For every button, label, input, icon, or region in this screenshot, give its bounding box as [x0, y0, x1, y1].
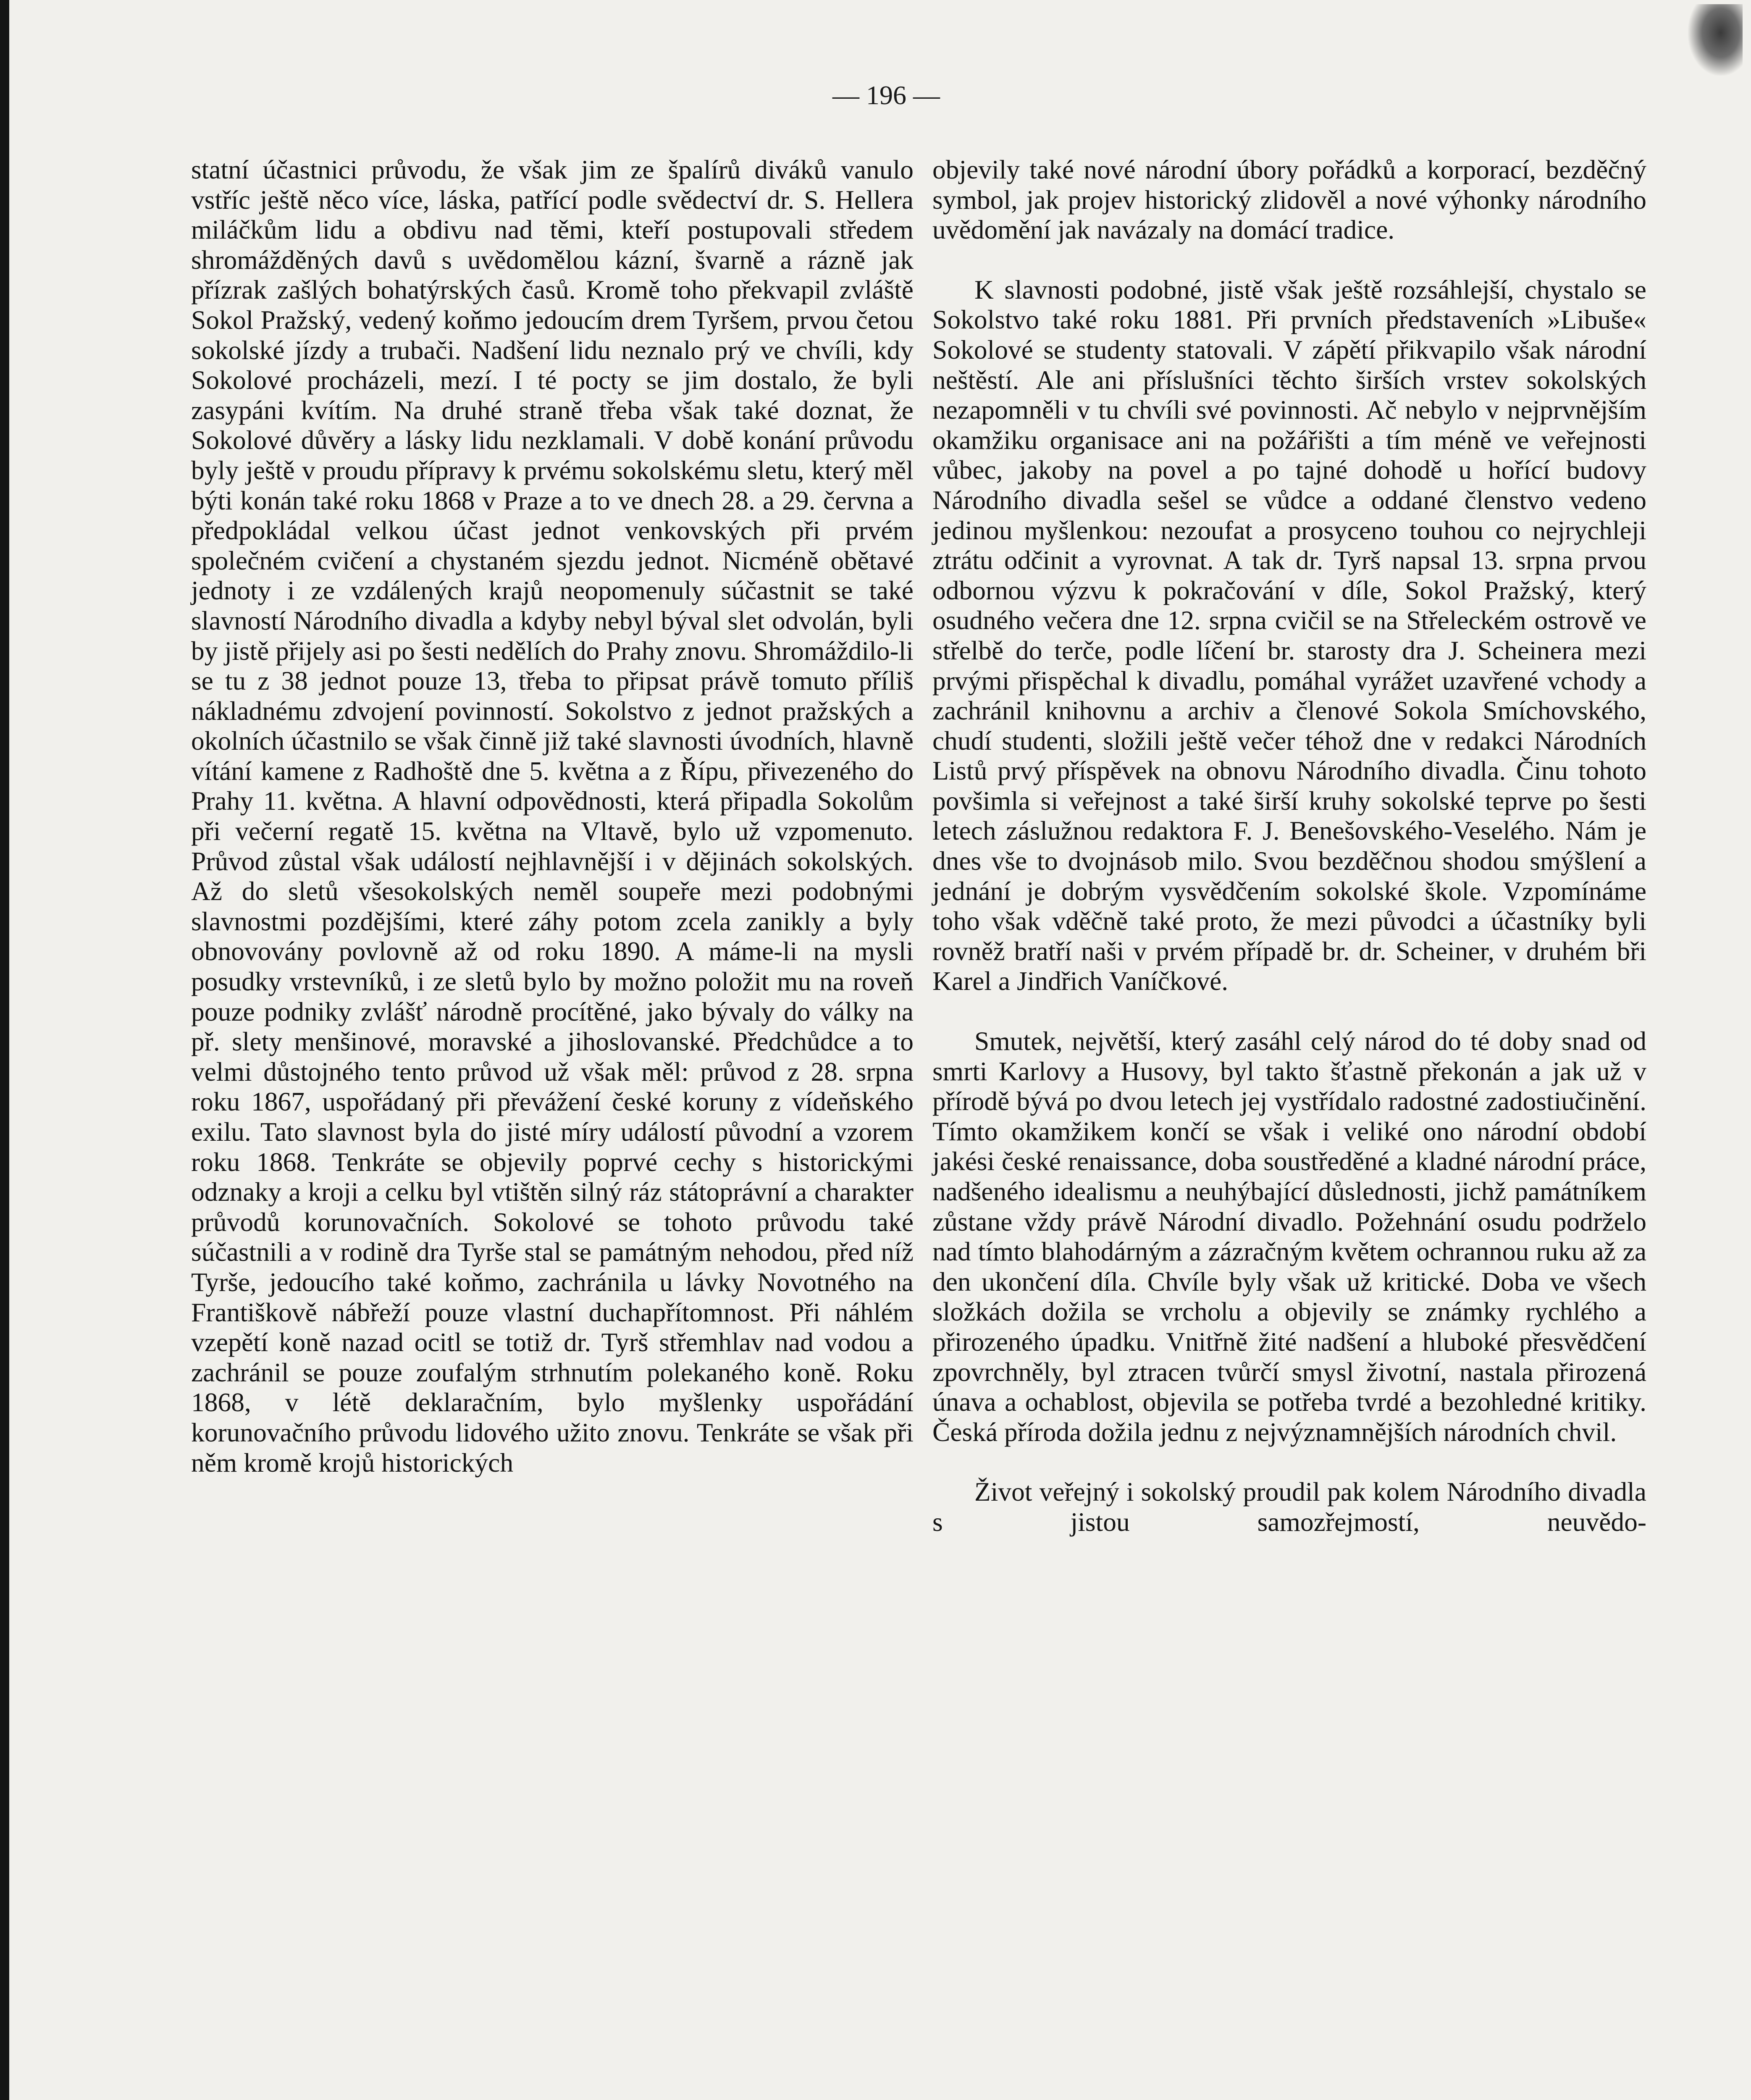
- left-text-column: [191, 155, 914, 1478]
- paragraph: objevily také nové národní úbory pořádků a korporací, bezděčný symbol, jak projev historický zlidověl a nové výhonky národního uvědomění jak navázaly na domácí tradice.: [932, 155, 1646, 245]
- paragraph: Smutek, největší, který zasáhl celý národ do té doby snad od smrti Karlovy a Husovy, byl takto šťastně překonán a jak už v přírodě bývá po dvou letech jej vystřídalo radostné zadostiučinění. Tímto okamžikem končí se však i veliké ono národní období jakési české renaissance, doba soustředěné a kladné národní práce, nadšeného idealismu a neuhýbající důslednosti, jichž památníkem zůstane vždy právě Národní divadlo. Požehnání osudu podrželo nad tímto blahodárným a zázračným květem ochrannou ruku až za den ukončení díla. Chvíle byly však už kritické. Doba ve všech složkách dožila se vrcholu a objevily se známky rychlého a přirozeného úpadku. Vnitřně žité nadšení a hluboké přesvědčení zpovrchněly, byl ztracen tvůrčí smysl životní, nastala přirozená únava a ochablost, objevila se potřeba tvrdé a bezohledné kritiky. Česká příroda dožila jednu z nejvýznamnějších národních chvil.: [932, 1026, 1646, 1447]
- page-number: — 196 —: [832, 80, 940, 110]
- paragraph: K slavnosti podobné, jistě však ještě rozsáhlejší, chystalo se Sokolstvo také roku 1881. Při prvních představeních »Libuše« Sokolové se studenty statovali. V zápětí přikvapilo však národní neštěstí. Ale ani příslušníci těchto širších vrstev sokolských nezapomněli v tu chvíli své povinnosti. Ač nebylo v nejprvnějším okamžiku organisace ani na požářišti a tím méně ve veřejnosti vůbec, jakoby na povel a po tajné dohodě u hořící budovy Národního divadla sešel se vůdce a oddané členstvo vedeno jedinou myšlenkou: nezoufat a prosyceno touhou co nejrychleji ztrátu odčinit a vyrovnat. A tak dr. Tyrš napsal 13. srpna prvou odbornou výzvu k pokračování v díle, Sokol Pražský, který osudného večera dne 12. srpna cvičil se na Střeleckém ostrově ve střelbě do terče, podle líčení br. starosty dra J. Scheinera mezi prvými přispěchal k divadlu, pomáhal vyrážet uzavřené vchody a zachránil knihovnu a archiv a členové Sokola Smíchovského, chudí studenti, složili ještě večer téhož dne v redakci Národních Listů prvý příspěvek na obnovu Národního divadla. Činu tohoto povšimla si veřejnost a také širší kruhy sokolské teprve po šesti letech záslužnou redaktora F. J. Benešovského-Veselého. Nám je dnes vše to dvojnásob milo. Svou bezděčnou shodou smýšlení a jednání je dobrým vysvědčením sokolské škole. Vzpomínáme toho však vděčně také proto, že mezi původci a účastníky byli rovněž bratří naši v prvém případě br. dr. Scheiner, v druhém bři Karel a Jindřich Vaníčkové.: [932, 274, 1646, 996]
- right-text-column: [932, 155, 1646, 1537]
- paragraph: statní účastnici průvodu, že však jim ze špalírů diváků vanulo vstříc ještě něco více, láska, patřící podle svědectví dr. S. Hellera miláčkům lidu a obdivu nad těmi, kteří postupovali středem shromážděných davů s uvědomělou kázní, švarně a rázně jak přízrak zašlých bohatýrských časů. Kromě toho překvapil zvláště Sokol Pražský, vedený koňmo jedoucím drem Tyršem, prvou četou sokolské jízdy a trubači. Nadšení lidu neznalo prý ve chvíli, kdy Sokolové procházeli, mezí. I té pocty se jim dostalo, že byli zasypáni kvítím. Na druhé straně třeba však také doznat, že Sokolové důvěry a lásky lidu nezklamali. V době konání průvodu byly ještě v proudu přípravy k prvému sokolskému sletu, který měl býti konán také roku 1868 v Praze a to ve dnech 28. a 29. června a předpokládal velkou účast jednot venkovských při prvém společném cvičení a chystaném sjezdu jednot. Nicméně obětavé jednoty i ze vzdálených krajů neopomenuly súčastnit se také slavností Národního divadla a kdyby nebyl býval slet odvolán, byli by jistě přijely asi po šesti nedělích do Prahy znovu. Shromáždilo-li se tu z 38 jednot pouze 13, třeba to připsat právě tomuto příliš nákladnému zdvojení povinností. Sokolstvo z jednot pražských a okolních účastnilo se však činně již také slavnosti úvodních, hlavně vítání kamene z Radhoště dne 5. května a z Řípu, přivezeného do Prahy 11. května. A hlavní odpovědnosti, která připadla Sokolům při večerní regatě 15. května na Vltavě, bylo už vzpomenuto. Průvod zůstal však událostí nejhlavnější i v dějinách sokolských. Až do sletů všesokolských neměl soupeře mezi podobnými slavnostmi pozdějšími, které záhy potom zcela zanikly a byly obnovovány povlovně až od roku 1890. A máme-li na mysli posudky vrstevníků, i ze sletů bylo by možno položit mu na roveň pouze podniky zvlášť národně procítěné, jako bývaly do války na př. slety menšinové, moravské a jihoslovanské. Předchůdce a to velmi důstojného tento průvod už však měl: průvod z 28. srpna roku 1867, uspořádaný při převážení české koruny z vídeňského exilu. Tato slavnost byla do jisté míry událostí původní a vzorem roku 1868. Tenkráte se objevily poprvé cechy s historickými odznaky a kroji a celku byl vtištěn silný ráz státoprávní a charakter průvodů korunovačních. Sokolové se tohoto průvodu také súčastnili a v rodině dra Tyrše stal se památným nehodou, před níž Tyrše, jedoucího také koňmo, zachránila u lávky Novotného na Františkově nábřeží pouze vlastní duchapřítomnost. Při náhlém vzepětí koně nazad ocitl se totiž dr. Tyrš střemhlav nad vodou a zachránil se pouze zoufalým strhnutím polekaného koně. Roku 1868, v létě deklaračním, bylo myšlenky uspořádání korunovačního průvodu lidového užito znovu. Tenkráte se však při něm kromě krojů historických: [191, 155, 914, 1478]
- paragraph: Život veřejný i sokolský proudil pak kolem Národního divadla s jistou samozřejmostí, neuvědo-: [932, 1477, 1646, 1537]
- scan-edge-left: [0, 0, 9, 2100]
- scan-corner-stain: [1688, 4, 1743, 76]
